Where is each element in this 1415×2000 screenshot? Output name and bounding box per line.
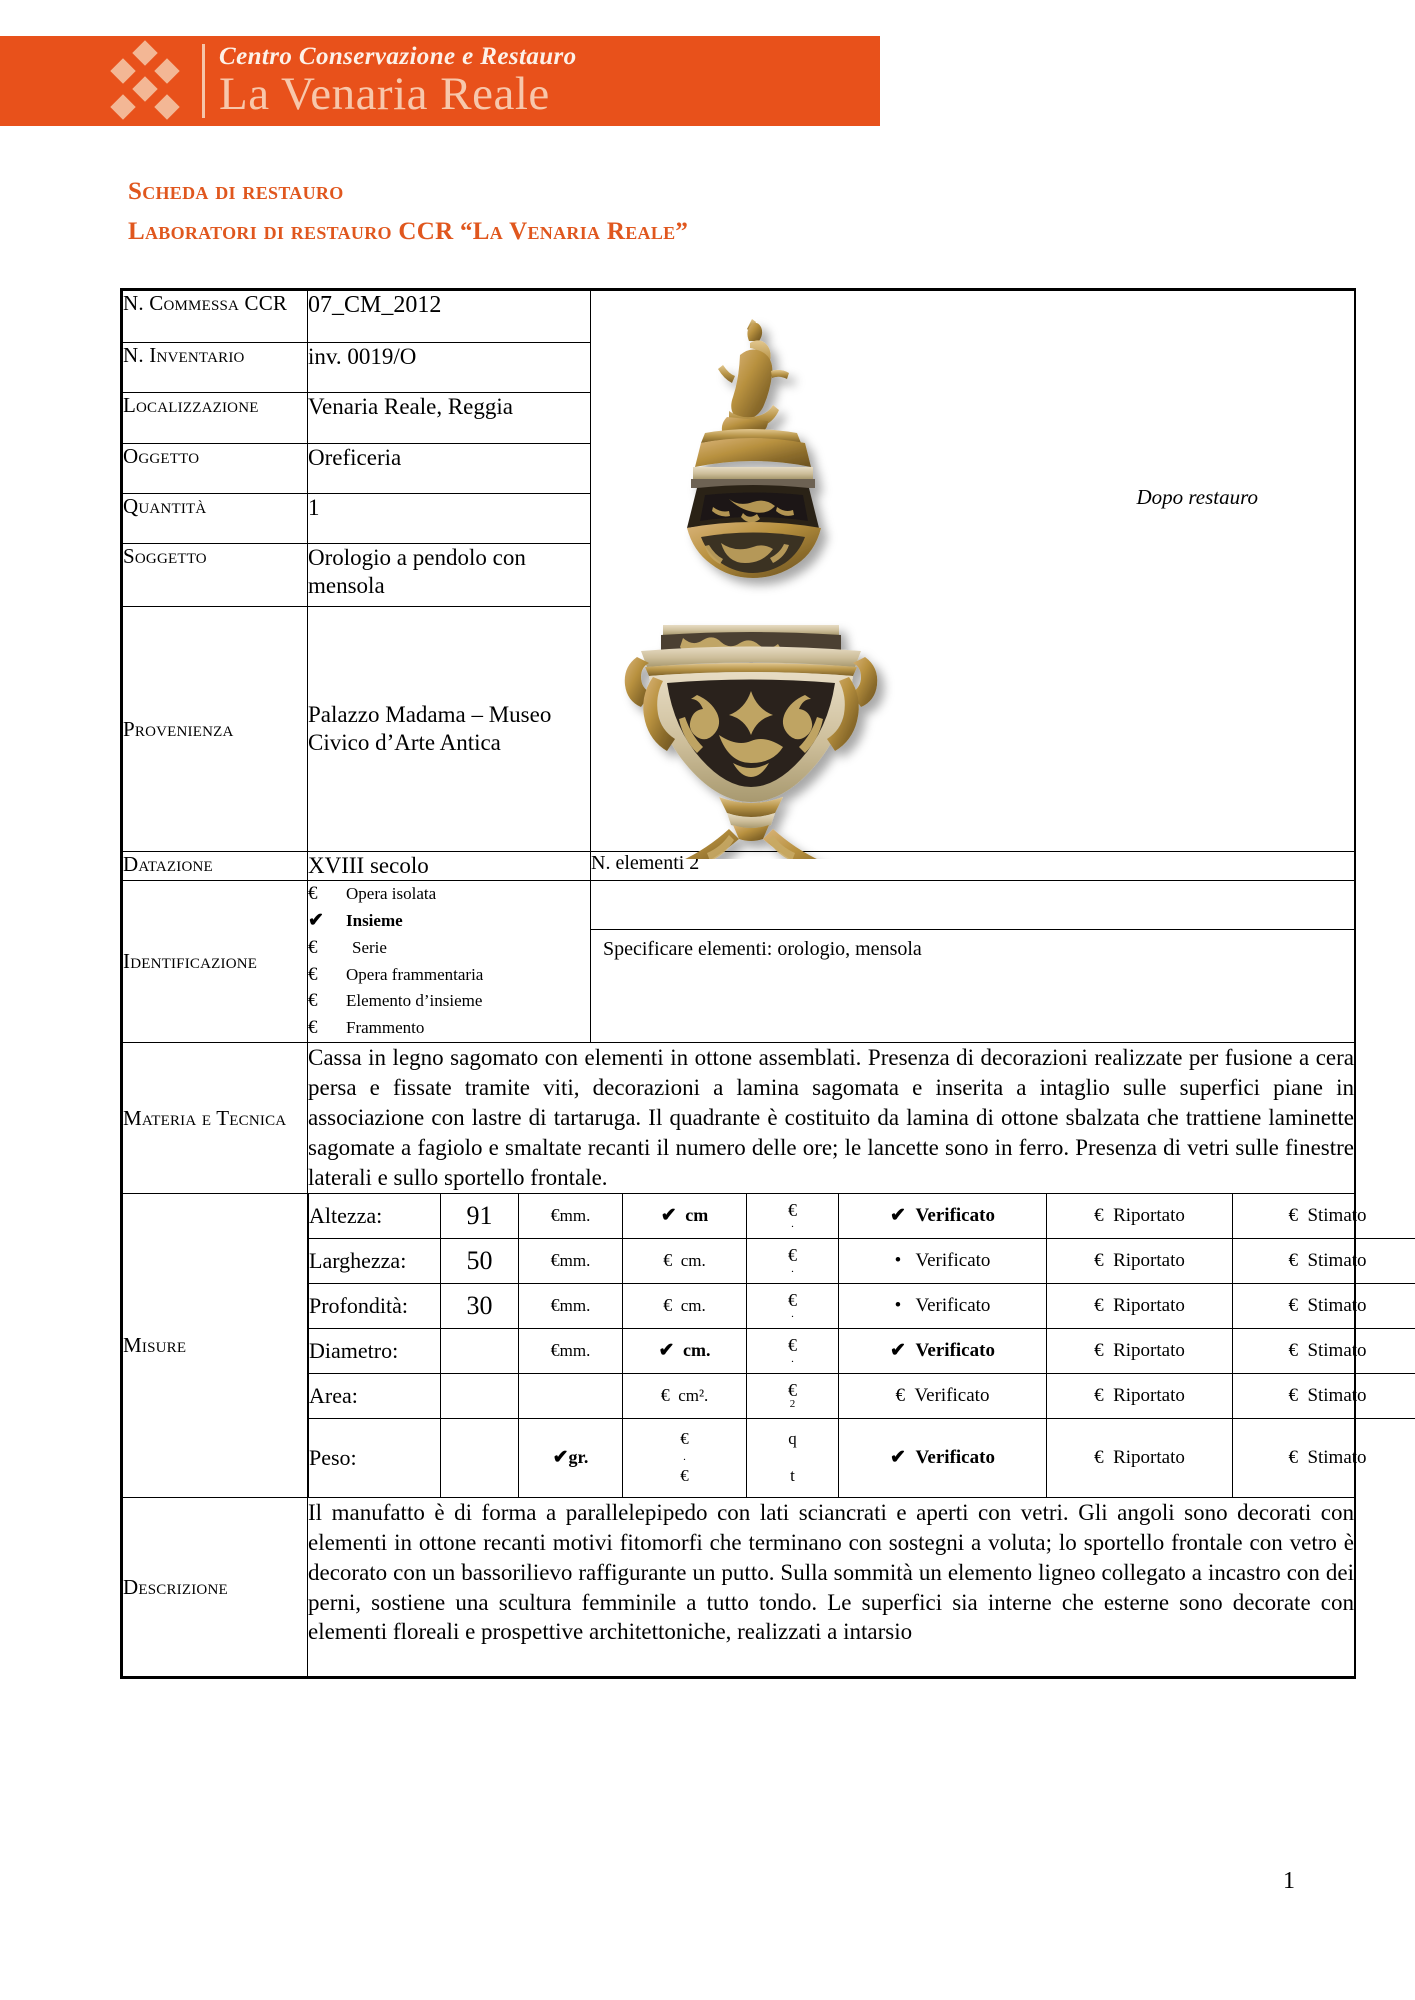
- misura-unit-m-diametro[interactable]: [747, 1328, 839, 1373]
- checkbox-cm[interactable]: ✔: [658, 1340, 675, 1362]
- unit-label-mm: mm.: [559, 1341, 591, 1361]
- option-serie[interactable]: [308, 935, 590, 962]
- misura-unit-labels-peso: [747, 1418, 839, 1497]
- option-label: Frammento: [346, 1018, 425, 1038]
- value-datazione: XVIII secolo: [308, 852, 591, 881]
- misura-stimato-area[interactable]: [1233, 1373, 1415, 1418]
- checkbox-m2[interactable]: €: [788, 1380, 797, 1401]
- label-materia: Materia e Tecnica: [123, 1043, 308, 1193]
- misura-verificato-area[interactable]: [839, 1373, 1047, 1418]
- misura-value-area: [441, 1373, 519, 1418]
- peso-label-stack: [747, 1428, 838, 1489]
- checkbox-stimato[interactable]: €: [1288, 1249, 1298, 1271]
- value-inventario: inv. 0019/O: [308, 343, 591, 393]
- misura-riportato-diametro[interactable]: [1047, 1328, 1233, 1373]
- label-verificato: Verificato: [915, 1340, 995, 1362]
- unit-label-mm: mm.: [559, 1206, 591, 1226]
- misura-label-profondita: Profondità:: [309, 1283, 441, 1328]
- unit-label-q: q: [788, 1428, 797, 1448]
- checkbox-insieme[interactable]: ✔: [308, 909, 324, 931]
- venaria-diamond-logo-icon: [110, 42, 196, 120]
- label-commessa: N. Commessa CCR: [123, 291, 308, 343]
- checkbox-mm[interactable]: €: [550, 1205, 560, 1226]
- value-localizzazione: Venaria Reale, Reggia: [308, 393, 591, 443]
- unit-label-mm: mm.: [559, 1251, 591, 1271]
- misura-label-larghezza: Larghezza:: [309, 1238, 441, 1283]
- label-misure: Misure: [123, 1193, 308, 1497]
- label-localizzazione: Localizzazione: [123, 393, 308, 443]
- page-subtitle: Laboratori di restauro CCR “La Venaria Reale”: [128, 218, 689, 245]
- misura-unit-blank-area: [519, 1373, 623, 1418]
- brand-banner: [0, 36, 880, 126]
- checkbox-stimato[interactable]: €: [1288, 1204, 1298, 1226]
- misura-stimato-diametro[interactable]: [1233, 1328, 1415, 1373]
- page-title: Scheda di restauro: [128, 178, 344, 205]
- misura-row-peso: [309, 1418, 1415, 1497]
- misura-value-profondita: 30: [441, 1283, 519, 1328]
- misura-row-altezza: [309, 1194, 1415, 1239]
- checkbox-riportato[interactable]: €: [1094, 1384, 1104, 1406]
- label-oggetto: Oggetto: [123, 443, 308, 493]
- label-descrizione: Descrizione: [123, 1497, 308, 1676]
- label-stimato: Stimato: [1307, 1339, 1367, 1361]
- label-verificato: Verificato: [915, 1249, 991, 1271]
- label-stimato: Stimato: [1307, 1249, 1367, 1271]
- label-identificazione: Identificazione: [123, 880, 308, 1043]
- label-riportato: Riportato: [1113, 1339, 1185, 1361]
- value-n-elementi: N. elementi 2: [591, 852, 1355, 881]
- label-verificato: Verificato: [914, 1384, 990, 1406]
- misura-row-profondita: [309, 1283, 1415, 1328]
- peso-unit-stack: [623, 1428, 746, 1489]
- checkbox-stimato[interactable]: €: [1288, 1339, 1298, 1361]
- checkbox-mm[interactable]: €: [550, 1340, 560, 1361]
- misure-table: [308, 1194, 1415, 1497]
- label-verificato: Verificato: [915, 1294, 991, 1316]
- checkbox-cm[interactable]: €: [663, 1250, 673, 1271]
- identificazione-options: [308, 880, 591, 1043]
- brand-line-1: Centro Conservazione e Restauro: [219, 42, 577, 70]
- checkbox-stimato[interactable]: €: [1288, 1384, 1298, 1406]
- label-stimato: Stimato: [1307, 1384, 1367, 1406]
- label-stimato: Stimato: [1307, 1294, 1367, 1316]
- misura-label-area: Area:: [309, 1373, 441, 1418]
- misura-unit-mm-larghezza[interactable]: [519, 1238, 623, 1283]
- checkbox-frammento[interactable]: €: [308, 1017, 318, 1039]
- table-row-misure: [123, 1193, 1355, 1497]
- misura-unit-cm-altezza[interactable]: [623, 1194, 747, 1239]
- unit-label-m: .: [791, 1218, 794, 1231]
- checkbox-middle[interactable]: .: [683, 1451, 686, 1464]
- misura-label-peso: Peso:: [309, 1418, 441, 1497]
- label-riportato: Riportato: [1113, 1384, 1185, 1406]
- misura-riportato-larghezza[interactable]: [1047, 1238, 1233, 1283]
- unit-label-gr: gr.: [568, 1447, 589, 1468]
- checkbox-riportato[interactable]: €: [1094, 1249, 1104, 1271]
- brand-wordmark: [219, 44, 577, 119]
- misura-unit-cm-larghezza[interactable]: [623, 1238, 747, 1283]
- unit-label-cm2: cm².: [678, 1386, 709, 1406]
- label-soggetto: Soggetto: [123, 544, 308, 607]
- misura-stimato-larghezza[interactable]: [1233, 1238, 1415, 1283]
- checkbox-m[interactable]: €: [788, 1335, 797, 1356]
- misura-value-larghezza: 50: [441, 1238, 519, 1283]
- table-row-identificazione: [123, 880, 1355, 1043]
- misura-riportato-altezza[interactable]: [1047, 1194, 1233, 1239]
- checkbox-gr[interactable]: ✔: [552, 1447, 569, 1469]
- option-frammento[interactable]: [308, 1015, 590, 1042]
- checkbox-stimato[interactable]: €: [1288, 1446, 1298, 1468]
- label-provenienza: Provenienza: [123, 607, 308, 852]
- misura-stimato-profondita[interactable]: [1233, 1283, 1415, 1328]
- value-soggetto: Orologio a pendolo con mensola: [308, 544, 591, 607]
- checkbox-q[interactable]: €: [680, 1428, 689, 1448]
- checkbox-opera-isolata[interactable]: €: [308, 882, 318, 904]
- misura-row-larghezza: [309, 1238, 1415, 1283]
- misura-riportato-area[interactable]: [1047, 1373, 1233, 1418]
- checkbox-stimato[interactable]: €: [1288, 1294, 1298, 1316]
- checkbox-riportato[interactable]: €: [1094, 1294, 1104, 1316]
- misura-unit-m2-area[interactable]: [747, 1373, 839, 1418]
- photo-cell: [591, 291, 1355, 852]
- option-opera-isolata[interactable]: [308, 881, 590, 908]
- misure-cell: [308, 1193, 1367, 1497]
- option-label: Insieme: [346, 910, 403, 930]
- checkbox-riportato[interactable]: €: [1094, 1339, 1104, 1361]
- page-number: 1: [1283, 1868, 1295, 1894]
- misura-riportato-peso[interactable]: [1047, 1418, 1233, 1497]
- photo-wrap: [591, 291, 1354, 851]
- checkbox-m[interactable]: €: [788, 1245, 797, 1266]
- label-riportato: Riportato: [1113, 1249, 1185, 1271]
- value-commessa: 07_CM_2012: [308, 291, 591, 343]
- label-riportato: Riportato: [1113, 1204, 1185, 1226]
- misura-label-altezza: Altezza:: [309, 1194, 441, 1239]
- option-elemento-insieme[interactable]: [308, 988, 590, 1015]
- misura-unit-cm-profondita[interactable]: [623, 1283, 747, 1328]
- misura-verificato-profondita[interactable]: [839, 1283, 1047, 1328]
- checkbox-elemento-insieme[interactable]: €: [308, 990, 318, 1012]
- misura-verificato-peso[interactable]: [839, 1418, 1047, 1497]
- value-materia: Cassa in legno sagomato con elementi in ottone assemblati. Presenza di decorazioni realizzate per fusione a cera persa e fissate tramite viti, decorazioni a lamina sagomata e inserita a intaglio sulle superfici piane in associazione con lastre di tartaruga. Il quadrante è costituito da lamina di ottone sbalzata che trattiene laminette sagomate a fagiolo e smaltate recanti il numero delle ore; le lancette sono in ferro. Presenza di vetri sulle finestre laterali e sullo sportello frontale.: [308, 1043, 1355, 1193]
- unit-label-cm: cm: [685, 1205, 709, 1226]
- label-stimato: Stimato: [1307, 1446, 1367, 1468]
- specificare-blank-row: [591, 881, 1354, 930]
- unit-label-cm: cm.: [680, 1251, 706, 1271]
- value-quantita: 1: [308, 493, 591, 543]
- unit-label-cm: cm.: [680, 1296, 706, 1316]
- option-label: Serie: [352, 937, 387, 957]
- checkbox-serie[interactable]: €: [308, 936, 318, 958]
- photo-caption: Dopo restauro: [1136, 485, 1258, 509]
- misura-verificato-larghezza[interactable]: [839, 1238, 1047, 1283]
- misura-stimato-peso[interactable]: [1233, 1418, 1415, 1497]
- option-label: Elemento d’insieme: [346, 991, 483, 1011]
- brand-line-2: La Venaria Reale: [219, 67, 550, 120]
- table-row-commessa: [123, 291, 1355, 343]
- specificare-cell: [591, 880, 1355, 1043]
- restoration-sheet: [120, 288, 1367, 1679]
- misura-row-diametro: [309, 1328, 1415, 1373]
- checkbox-mm[interactable]: €: [550, 1295, 560, 1316]
- label-verificato: Verificato: [915, 1447, 995, 1469]
- value-oggetto: Oreficeria: [308, 443, 591, 493]
- label-riportato: Riportato: [1113, 1446, 1185, 1468]
- checkbox-verificato[interactable]: €: [895, 1384, 906, 1406]
- value-specificare: Specificare elementi: orologio, mensola: [603, 937, 922, 960]
- misura-value-peso: [441, 1418, 519, 1497]
- misura-unit-gr-peso[interactable]: [519, 1418, 623, 1497]
- unit-label-t: t: [790, 1466, 795, 1486]
- label-verificato: Verificato: [915, 1205, 995, 1227]
- misura-verificato-diametro[interactable]: [839, 1328, 1047, 1373]
- option-insieme[interactable]: [308, 908, 590, 935]
- unit-label-m: .: [791, 1308, 794, 1321]
- misura-label-diametro: Diametro:: [309, 1328, 441, 1373]
- logo-divider: [202, 44, 205, 118]
- checkbox-m[interactable]: €: [788, 1290, 797, 1311]
- value-provenienza: Palazzo Madama – Museo Civico d’Arte Antica: [308, 607, 591, 852]
- checkbox-cm[interactable]: ✔: [660, 1205, 677, 1227]
- checkbox-verificato[interactable]: •: [894, 1294, 902, 1316]
- checkbox-verificato[interactable]: ✔: [890, 1340, 906, 1362]
- checkbox-riportato[interactable]: €: [1094, 1204, 1104, 1226]
- checkbox-mm[interactable]: €: [550, 1250, 560, 1271]
- artifact-photo: [601, 299, 901, 859]
- misura-verificato-altezza[interactable]: [839, 1194, 1047, 1239]
- unit-label-mm: mm.: [559, 1296, 591, 1316]
- misura-unit-mm-altezza[interactable]: [519, 1194, 623, 1239]
- misura-unit-mm-profondita[interactable]: [519, 1283, 623, 1328]
- checkbox-verificato[interactable]: •: [894, 1249, 902, 1271]
- label-riportato: Riportato: [1113, 1294, 1185, 1316]
- misura-unit-cm2-area[interactable]: [623, 1373, 747, 1418]
- checkbox-cm2[interactable]: €: [660, 1385, 670, 1406]
- misura-value-diametro: [441, 1328, 519, 1373]
- option-opera-frammentaria[interactable]: [308, 962, 590, 989]
- checkbox-verificato[interactable]: ✔: [890, 1447, 906, 1469]
- checkbox-t[interactable]: €: [680, 1466, 689, 1486]
- sheet-grid: [122, 290, 1367, 1677]
- misura-value-altezza: 91: [441, 1194, 519, 1239]
- misura-riportato-profondita[interactable]: [1047, 1283, 1233, 1328]
- label-stimato: Stimato: [1307, 1204, 1367, 1226]
- misura-unit-cm-diametro[interactable]: [623, 1328, 747, 1373]
- option-label: Opera frammentaria: [346, 964, 484, 984]
- label-quantita: Quantità: [123, 493, 308, 543]
- label-inventario: N. Inventario: [123, 343, 308, 393]
- unit-label-m: .: [791, 1353, 794, 1366]
- unit-label-cm: cm.: [682, 1340, 711, 1361]
- table-row-materia: [123, 1043, 1355, 1193]
- misura-unit-q-t-peso[interactable]: [623, 1418, 747, 1497]
- checkbox-opera-frammentaria[interactable]: €: [308, 963, 318, 985]
- label-datazione: Datazione: [123, 852, 308, 881]
- misura-unit-m-larghezza[interactable]: [747, 1238, 839, 1283]
- unit-label-m: .: [791, 1263, 794, 1276]
- misura-unit-mm-diametro[interactable]: [519, 1328, 623, 1373]
- unit-label-m2: 2: [789, 1398, 796, 1411]
- value-descrizione: Il manufatto è di forma a parallelepipedo con lati sciancrati e aperti con vetri. Gli angoli sono decorati con elementi in ottone recanti motivi fitomorfi che terminano con sostegni a voluta; lo sportello frontale con vetro è decorato con un bassorilievo raffigurante un putto. Sulla sommità un elemento ligneo collegato a incastro con dei perni, sostiene una scultura femminile a tutto tondo. Le superfici sia interne che esterne sono decorate con elementi floreali e prospettive architettoniche, realizzati a intarsio: [308, 1497, 1355, 1676]
- checkbox-verificato[interactable]: ✔: [890, 1205, 906, 1227]
- checkbox-m[interactable]: €: [788, 1200, 797, 1221]
- misura-row-area: [309, 1373, 1415, 1418]
- misura-unit-m-altezza[interactable]: [747, 1194, 839, 1239]
- option-label: Opera isolata: [346, 883, 437, 903]
- checkbox-riportato[interactable]: €: [1094, 1446, 1104, 1468]
- misura-unit-m-profondita[interactable]: [747, 1283, 839, 1328]
- checkbox-cm[interactable]: €: [663, 1295, 673, 1316]
- misura-stimato-altezza[interactable]: [1233, 1194, 1415, 1239]
- table-row-descrizione: [123, 1497, 1355, 1676]
